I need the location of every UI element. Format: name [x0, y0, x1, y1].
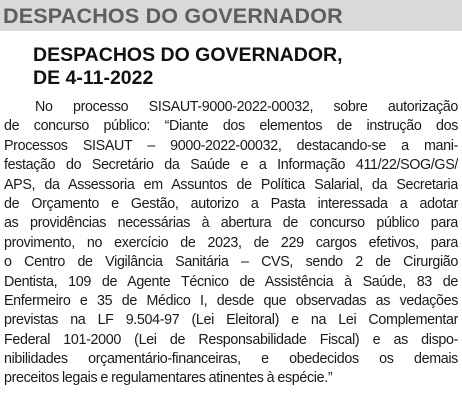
dispatch-heading-line-2: DE 4-11-2022 [33, 67, 154, 89]
dispatch-heading [33, 44, 343, 90]
dispatch-body-line: de Orçamento e Gestão, autorizo a Pasta interessada a adotar [4, 195, 458, 212]
dispatch-body-line: previstas na LF 9.504-97 (Lei Eleitoral) e na Lei Complementar [4, 312, 458, 329]
dispatch-heading-line-1: DESPACHOS DO GOVERNADOR, [33, 44, 343, 66]
dispatch-body-line: as providências necessárias à abertura de concurso público para [4, 215, 458, 232]
dispatch-body-line: provimento, no exercício de 2023, de 229 cargos efetivos, para [4, 234, 458, 251]
dispatch-body-line: No processo SISAUT-9000-2022-00032, sobre autorização [35, 99, 458, 115]
dispatch-body-line: preceitos legais e regulamentares atinentes à espécie.” [4, 370, 333, 387]
dispatch-body-line: Dentista, 109 de Agente Técnico de Assistência à Saúde, 83 de [4, 273, 458, 290]
dispatch-body-line: o Centro de Vigilância Sanitária – CVS, sendo 2 de Cirurgião [4, 254, 458, 271]
section-header-bar [0, 0, 462, 31]
dispatch-body-line: Processos SISAUT – 9000-2022-00032, destacando-se a mani- [4, 137, 458, 154]
dispatch-body [4, 98, 458, 389]
dispatch-body-line: Enfermeiro e 35 de Médico I, desde que observadas as vedações [4, 292, 458, 309]
dispatch-body-line: nibilidades orçamentário-financeiras, e obedecidos os demais [4, 351, 458, 368]
section-title: DESPACHOS DO GOVERNADOR [3, 4, 343, 28]
dispatch-body-line: Federal 101-2000 (Lei de Responsabilidade Fiscal) e as dispo- [4, 331, 458, 348]
dispatch-body-line: APS, da Assessoria em Assuntos de Política Salarial, da Secretaria [4, 176, 458, 193]
dispatch-body-line: de concurso público: “Diante dos elementos de instrução dos [4, 118, 458, 135]
dispatch-body-line: festação do Secretário da Saúde e a Informação 411/22/SOG/GS/ [4, 157, 458, 174]
